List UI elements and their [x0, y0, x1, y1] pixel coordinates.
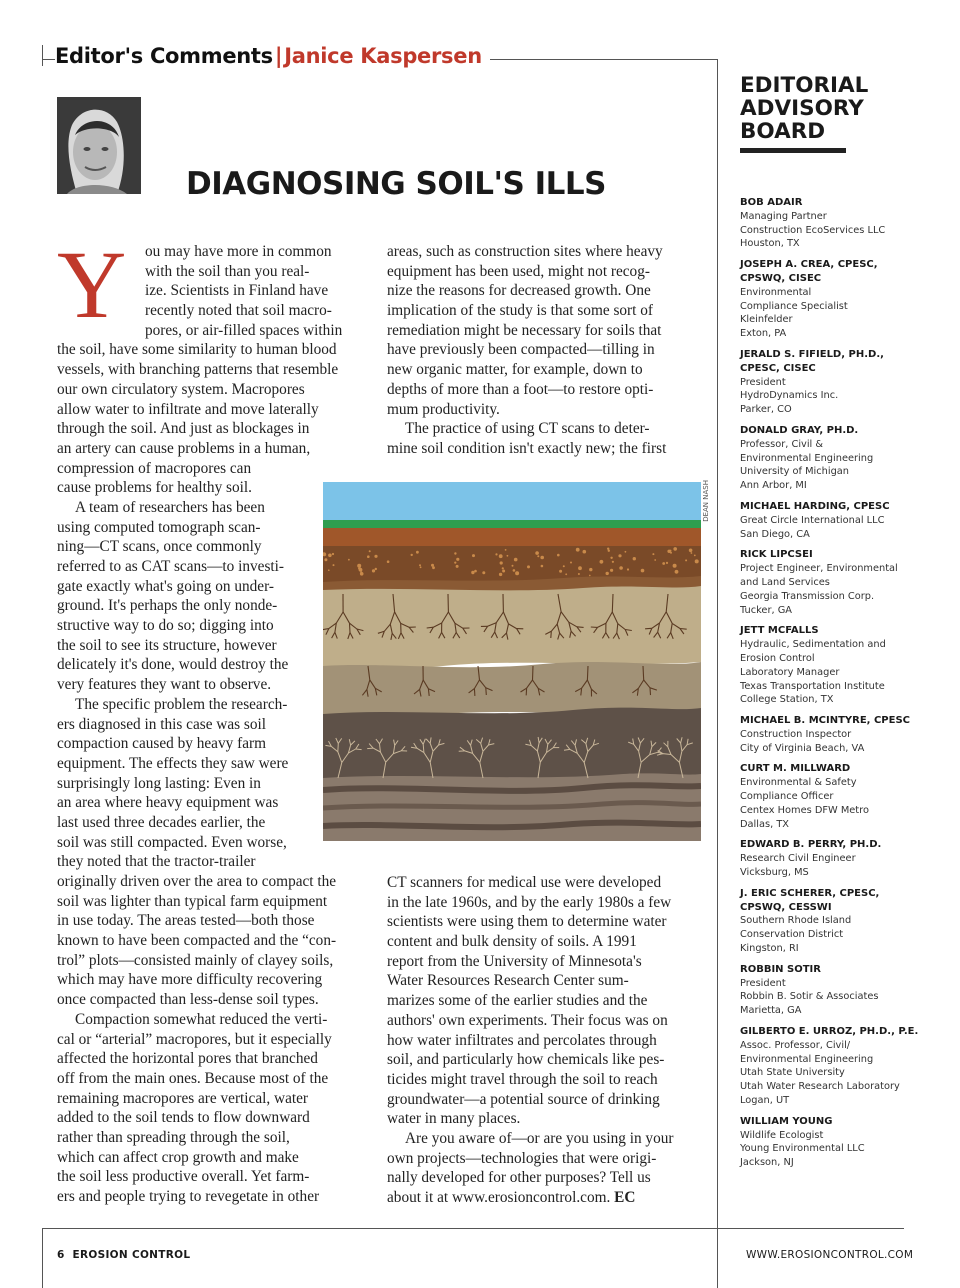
article-column-2-bottom — [387, 873, 699, 1208]
text-line: an area where heavy equipment was — [57, 794, 279, 812]
board-title-rule — [740, 148, 846, 153]
article-column-2-top — [387, 242, 699, 459]
text-line: ground. It's perhaps the only nonde- — [57, 597, 278, 615]
text-line: structive way to do so; digging into — [57, 617, 274, 635]
text-line: marizes some of the earlier studies and the — [387, 992, 648, 1010]
member-detail: Houston, TX — [740, 238, 800, 250]
member-detail: President — [740, 977, 786, 989]
editorial-board-title — [740, 74, 868, 143]
member-detail: President — [740, 376, 786, 388]
member-name: CPESC, CISEC — [740, 362, 816, 374]
board-member — [740, 887, 940, 956]
board-member — [740, 624, 940, 707]
text-line: through the soil. And just as blockages in — [57, 420, 310, 438]
text-line: last used three decades earlier, the — [57, 813, 266, 831]
member-detail: Centex Homes DFW Metro — [740, 804, 869, 816]
member-name: J. ERIC SCHERER, CPESC, — [740, 887, 880, 899]
soil-layers-illustration — [323, 482, 701, 841]
text-line: compression of macropores can — [57, 459, 252, 477]
text-line: which may have more difficulty recovering — [57, 971, 323, 989]
member-detail: Kingston, RI — [740, 943, 799, 955]
text-line: surprisingly long lasting: Even in — [57, 774, 261, 792]
board-title-line: BOARD — [740, 119, 826, 144]
member-name: JOSEPH A. CREA, CPESC, — [740, 259, 878, 271]
text-line: areas, such as construction sites where heavy — [387, 243, 663, 260]
text-line: affected the horizontal pores that branched — [57, 1050, 318, 1068]
text-line: Water Resources Research Center sum- — [387, 972, 629, 990]
member-detail: Managing Partner — [740, 210, 827, 222]
text-line: compaction caused by heavy farm — [57, 735, 266, 753]
member-name: MICHAEL B. MCINTYRE, CPESC — [740, 715, 910, 727]
text-line: soil was lighter than typical farm equipment — [57, 892, 328, 910]
text-line: The specific problem the research- — [75, 695, 288, 713]
text-line: groundwater—a potential source of drinking — [387, 1090, 660, 1108]
member-detail: Tucker, GA — [740, 604, 792, 616]
member-name: JETT MCFALLS — [740, 625, 819, 637]
member-detail: Georgia Transmission Corp. — [740, 590, 875, 602]
board-title-line: EDITORIAL — [740, 73, 869, 98]
text-line: in use today. The areas tested—both those — [57, 912, 315, 930]
text-line: ers diagnosed in this case was soil — [57, 715, 267, 733]
member-detail: Laboratory Manager — [740, 666, 840, 678]
board-member — [740, 1025, 940, 1108]
text-line: report from the University of Minnesota's — [387, 952, 642, 970]
text-line: delicately it's done, would destroy the — [57, 656, 289, 674]
text-line: soil was still compacted. Even worse, — [57, 833, 287, 851]
board-member — [740, 500, 940, 541]
text-line: remaining macropores are vertical, water — [57, 1089, 308, 1107]
board-member — [740, 196, 940, 251]
member-detail: Erosion Control — [740, 652, 815, 664]
board-member — [740, 963, 940, 1018]
text-line: with the soil than you real- — [145, 262, 310, 280]
text-line: mine soil condition isn't exactly new; the first — [387, 439, 667, 457]
text-line: how water infiltrates and percolates through — [387, 1031, 657, 1049]
member-name: CPSWQ, CESSWI — [740, 901, 832, 913]
member-name: RICK LIPCSEI — [740, 549, 813, 561]
text-line: ning—CT scans, once commonly — [57, 538, 262, 556]
text-line: A team of researchers has been — [75, 498, 265, 516]
header-title — [55, 44, 490, 68]
text-line: gate exactly what's going on under- — [57, 577, 274, 595]
member-detail: Compliance Specialist — [740, 300, 848, 312]
member-detail: Project Engineer, Environmental — [740, 563, 898, 575]
text-line: added to the soil tends to flow downward — [57, 1109, 310, 1127]
member-detail: Great Circle International LLC — [740, 514, 885, 526]
header-separator: | — [274, 44, 283, 68]
text-line: off from the main ones. Because most of the — [57, 1069, 329, 1087]
member-detail: Construction EcoServices LLC — [740, 224, 886, 236]
text-line: about it at www.erosioncontrol.com. EC — [387, 1189, 636, 1206]
member-name: MICHAEL HARDING, CPESC — [740, 500, 890, 512]
member-detail: Utah State University — [740, 1067, 845, 1079]
text-line: new organic matter, for example, down to — [387, 361, 643, 379]
text-line: water in many places. — [387, 1110, 521, 1128]
text-line: ize. Scientists in Finland have — [145, 282, 329, 300]
page-number: 6 — [57, 1249, 65, 1261]
member-detail: HydroDynamics Inc. — [740, 390, 839, 402]
text-line: they noted that the tractor-trailer — [57, 853, 256, 871]
text-line: Are you aware of—or are you using in your — [405, 1129, 674, 1147]
member-detail: Exton, PA — [740, 328, 787, 340]
board-member — [740, 348, 940, 417]
member-detail: Parker, CO — [740, 404, 792, 416]
author-name: Janice Kaspersen — [284, 44, 482, 68]
sidebar-divider — [717, 59, 718, 1229]
member-detail: Assoc. Professor, Civil/ — [740, 1039, 851, 1051]
member-name: BOB ADAIR — [740, 197, 803, 208]
text-line: scientists were using them to determine water — [387, 913, 667, 931]
member-detail: College Station, TX — [740, 694, 834, 706]
member-detail: San Diego, CA — [740, 528, 810, 540]
text-line: mum productivity. — [387, 400, 500, 418]
text-line: own projects—technologies that were origi- — [387, 1149, 657, 1167]
member-detail: Marietta, GA — [740, 1005, 802, 1017]
board-member — [740, 714, 940, 755]
member-name: WILLIAM YOUNG — [740, 1115, 833, 1127]
text-line: known to have been compacted and the “con- — [57, 932, 337, 950]
member-name: CPSWQ, CISEC — [740, 272, 822, 284]
board-member — [740, 548, 940, 617]
member-detail: Ann Arbor, MI — [740, 480, 807, 492]
text-line: an artery can cause problems in a human, — [57, 439, 311, 457]
header-left-tick — [42, 45, 43, 66]
member-detail: Research Civil Engineer — [740, 853, 856, 865]
text-line: vessels, with branching patterns that resemble — [57, 361, 339, 379]
member-detail: Compliance Officer — [740, 791, 834, 803]
member-detail: Jackson, NJ — [740, 1157, 794, 1169]
author-photo — [57, 97, 141, 194]
member-detail: Utah Water Research Laboratory — [740, 1081, 900, 1093]
member-name: DONALD GRAY, PH.D. — [740, 424, 859, 436]
member-name: EDWARD B. PERRY, PH.D. — [740, 839, 882, 851]
member-detail: University of Michigan — [740, 466, 850, 478]
member-name: JERALD S. FIFIELD, PH.D., — [740, 348, 884, 360]
board-member — [740, 258, 940, 341]
text-line: using computed tomograph scan- — [57, 518, 261, 536]
board-member — [740, 762, 940, 831]
text-line: nize the reasons for decreased growth. One — [387, 282, 651, 300]
text-line: which can affect crop growth and make — [57, 1148, 299, 1166]
text-line: once compacted than less-dense soil types. — [57, 991, 319, 1009]
member-detail: Logan, UT — [740, 1095, 790, 1107]
board-member — [740, 424, 940, 493]
member-detail: Southern Rhode Island — [740, 915, 852, 927]
text-line: nally developed for other purposes? Tell us — [387, 1169, 651, 1187]
text-line: The practice of using CT scans to deter- — [405, 420, 650, 438]
member-detail: Dallas, TX — [740, 818, 790, 830]
member-detail: Environmental — [740, 286, 812, 298]
member-detail: City of Virginia Beach, VA — [740, 742, 865, 754]
text-line: ou may have more in common — [145, 243, 332, 260]
text-line: in the late 1960s, and by the early 1980s a few — [387, 893, 672, 911]
text-line: ers and people trying to revegetate in other — [57, 1188, 320, 1205]
member-detail: Professor, Civil & — [740, 438, 824, 450]
text-line: pores, or air-filled spaces within — [145, 321, 343, 339]
text-line: the soil less productive overall. Yet farm- — [57, 1168, 310, 1186]
text-line: have previously been compacted—tilling in — [387, 341, 655, 359]
text-line: CT scanners for medical use were developed — [387, 874, 662, 891]
text-line: very features they want to observe. — [57, 676, 272, 694]
section-label: Editor's Comments — [55, 44, 273, 68]
image-credit: DEAN NASH — [702, 480, 710, 522]
text-line: referred to as CAT scans—to investi- — [57, 558, 284, 575]
left-margin-rule — [42, 1228, 43, 1288]
footer-rule — [42, 1228, 904, 1229]
text-line: cause problems for healthy soil. — [57, 479, 252, 497]
member-detail: Texas Transportation Institute — [740, 680, 885, 692]
text-line: the soil, have some similarity to human blood — [57, 341, 337, 359]
text-line: depths of more than a foot—to restore opti- — [387, 380, 654, 398]
board-title-line: ADVISORY — [740, 96, 864, 121]
footer-folio — [57, 1249, 190, 1261]
member-detail: Wildlife Ecologist — [740, 1129, 824, 1141]
text-line: originally driven over the area to compact the — [57, 873, 337, 890]
text-line: implication of the study is that some sort of — [387, 302, 653, 320]
text-line: trol” plots—consisted mainly of clayey soils, — [57, 951, 334, 969]
member-detail: Conservation District — [740, 929, 844, 941]
member-detail: Environmental & Safety — [740, 777, 857, 789]
member-detail: Robbin B. Sotir & Associates — [740, 991, 879, 1003]
text-line: the soil to see its structure, however — [57, 636, 277, 654]
text-line: remediation might be necessary for soils that — [387, 321, 662, 339]
member-detail: Young Environmental LLC — [740, 1143, 865, 1155]
drop-cap: Y — [57, 231, 127, 338]
member-detail: Vicksburg, MS — [740, 867, 809, 879]
member-detail: Construction Inspector — [740, 728, 852, 740]
text-line: authors' own experiments. Their focus was on — [387, 1011, 668, 1029]
text-line: ticides might travel through the soil to reach — [387, 1070, 658, 1088]
text-line: recently noted that soil macro- — [145, 302, 332, 320]
member-detail: Environmental Engineering — [740, 452, 874, 464]
text-line: soil, and particularly how chemicals like pes- — [387, 1051, 665, 1069]
member-name: CURT M. MILLWARD — [740, 763, 851, 775]
board-member — [740, 838, 940, 879]
end-mark: EC — [614, 1189, 636, 1206]
article-title: DIAGNOSING SOIL'S ILLS — [186, 166, 606, 202]
member-detail: and Land Services — [740, 576, 830, 588]
text-line: equipment. The effects they saw were — [57, 754, 289, 772]
board-member-list — [740, 196, 940, 1177]
text-line: allow water to infiltrate and move laterally — [57, 400, 319, 418]
publication-name: EROSION CONTROL — [72, 1249, 191, 1261]
member-detail: Environmental Engineering — [740, 1053, 874, 1065]
text-line: equipment has been used, might not recog- — [387, 262, 650, 280]
text-line: Compaction somewhat reduced the verti- — [75, 1010, 328, 1028]
text-line: cal or “arterial” macropores, but it especially — [57, 1030, 332, 1048]
member-detail: Hydraulic, Sedimentation and — [740, 639, 886, 651]
board-member — [740, 1115, 940, 1170]
footer-divider — [717, 1228, 718, 1288]
text-line: our own circulatory system. Macropores — [57, 380, 305, 398]
text-line: rather than spreading through the soil, — [57, 1128, 290, 1146]
member-detail: Kleinfelder — [740, 314, 793, 326]
member-name: ROBBIN SOTIR — [740, 963, 821, 975]
text-line: content and bulk density of soils. A 1991 — [387, 933, 637, 951]
footer-url[interactable]: WWW.EROSIONCONTROL.COM — [746, 1249, 914, 1261]
member-name: GILBERTO E. URROZ, PH.D., P.E. — [740, 1026, 919, 1038]
